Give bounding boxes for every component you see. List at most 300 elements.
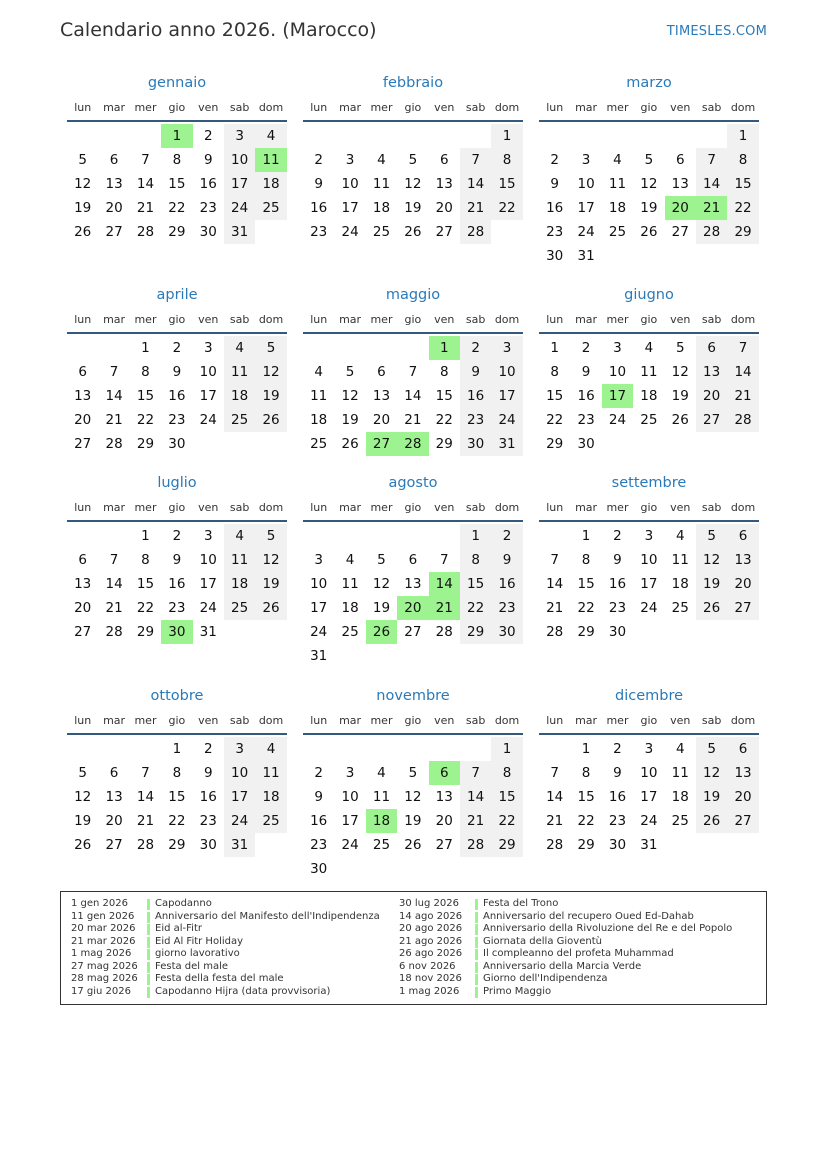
day-cell: 29 bbox=[577, 624, 595, 640]
day-cell: 8 bbox=[172, 765, 182, 781]
legend-row bbox=[389, 948, 732, 961]
day-cell: 19 bbox=[671, 388, 689, 404]
day-cell: 15 bbox=[577, 789, 595, 805]
day-cell: 16 bbox=[608, 789, 627, 805]
day-cell: 3 bbox=[613, 340, 622, 356]
legend-column-right bbox=[389, 898, 732, 998]
weekend-day-cell: 24 bbox=[224, 809, 255, 833]
day-cell: 29 bbox=[136, 436, 155, 452]
weekend-day-cell: 29 bbox=[491, 833, 522, 857]
weekend-day-cell: 19 bbox=[696, 572, 727, 596]
weekend-day-cell: 8 bbox=[491, 761, 522, 785]
weekday-header bbox=[539, 711, 759, 735]
month-name: marzo bbox=[626, 75, 672, 91]
weekday-label: lun bbox=[546, 714, 564, 727]
empty-cell bbox=[460, 124, 491, 148]
day-cell: 23 bbox=[310, 224, 328, 240]
day-cell: 24 bbox=[310, 624, 328, 640]
day-cell: 17 bbox=[640, 789, 658, 805]
empty-cell bbox=[98, 124, 129, 148]
day-cell: 1 bbox=[172, 741, 182, 757]
weekday-label: mar bbox=[103, 714, 126, 727]
day-cell: 29 bbox=[435, 436, 453, 452]
weekend-day-cell: 9 bbox=[491, 548, 522, 572]
weekday-label: lun bbox=[310, 714, 328, 727]
legend-row bbox=[61, 911, 380, 924]
day-cell: 12 bbox=[640, 176, 658, 192]
weekend-day-cell: 23 bbox=[491, 596, 522, 620]
weekday-header bbox=[303, 711, 523, 735]
day-cell: 3 bbox=[644, 741, 654, 757]
day-cell: 4 bbox=[377, 765, 386, 781]
day-cell: 5 bbox=[377, 552, 386, 568]
day-cell: 11 bbox=[671, 765, 689, 781]
day-cell: 2 bbox=[314, 765, 323, 781]
month-name: novembre bbox=[376, 688, 450, 704]
weekday-header bbox=[67, 310, 287, 334]
day-cell: 21 bbox=[546, 600, 564, 616]
month-dicembre bbox=[539, 685, 759, 857]
day-cell: 14 bbox=[404, 388, 422, 404]
weekend-day-cell: 26 bbox=[255, 408, 286, 432]
holiday-name: Festa del male bbox=[155, 960, 229, 972]
weekday-label: ven bbox=[198, 501, 219, 514]
day-cell: 11 bbox=[372, 789, 391, 805]
holiday-date: 1 mag 2026 bbox=[71, 948, 132, 959]
empty-cell bbox=[366, 124, 397, 148]
weekend-day-cell: 28 bbox=[460, 220, 491, 244]
holiday-date: 6 nov 2026 bbox=[399, 960, 456, 972]
holiday-marker bbox=[147, 924, 150, 935]
day-cell: 9 bbox=[203, 152, 213, 168]
weekday-label: sab bbox=[701, 714, 722, 727]
weekend-day-cell: 13 bbox=[727, 761, 758, 785]
weekend-day-cell: 26 bbox=[696, 809, 727, 833]
day-cell: 13 bbox=[105, 789, 123, 805]
day-cell: 23 bbox=[608, 813, 627, 829]
day-cell: 7 bbox=[439, 552, 449, 568]
weekday-label: gio bbox=[404, 101, 422, 114]
empty-cell bbox=[130, 737, 161, 761]
weekend-day-cell: 10 bbox=[491, 360, 522, 384]
holiday-name: Anniversario della Rivoluzione del Re e del Popolo bbox=[483, 923, 733, 934]
empty-cell bbox=[460, 737, 491, 761]
weekend-day-cell: 17 bbox=[224, 785, 255, 809]
holiday-date: 27 mag 2026 bbox=[71, 960, 138, 972]
day-cell: 27 bbox=[435, 837, 453, 853]
weekday-label: ven bbox=[434, 501, 455, 514]
day-cell: 18 bbox=[310, 412, 328, 428]
weekday-label: mer bbox=[370, 714, 393, 727]
weekday-label: gio bbox=[640, 501, 658, 514]
holiday-day-cell: 28 bbox=[397, 432, 428, 456]
day-cell: 26 bbox=[74, 837, 92, 853]
weekday-label: gio bbox=[640, 313, 658, 326]
days-grid bbox=[303, 336, 523, 456]
day-cell: 8 bbox=[581, 552, 591, 568]
day-cell: 10 bbox=[640, 552, 658, 568]
legend-row bbox=[61, 936, 380, 949]
days-grid bbox=[67, 124, 287, 244]
day-cell: 28 bbox=[136, 224, 155, 240]
weekend-day-cell: 6 bbox=[727, 524, 758, 548]
day-cell: 3 bbox=[345, 765, 355, 781]
day-cell: 4 bbox=[675, 741, 685, 757]
day-cell: 10 bbox=[199, 364, 217, 380]
holiday-date: 11 gen 2026 bbox=[71, 910, 135, 922]
day-cell: 30 bbox=[310, 861, 328, 877]
day-cell: 6 bbox=[377, 364, 386, 380]
day-cell: 11 bbox=[608, 176, 627, 192]
holiday-day-cell: 20 bbox=[665, 196, 696, 220]
day-cell: 15 bbox=[136, 388, 155, 404]
weekday-label: gio bbox=[640, 714, 658, 727]
day-cell: 4 bbox=[675, 528, 685, 544]
weekend-day-cell: 27 bbox=[696, 408, 727, 432]
month-settembre bbox=[539, 472, 759, 644]
empty-cell bbox=[665, 124, 696, 148]
day-cell: 12 bbox=[404, 176, 422, 192]
day-cell: 18 bbox=[608, 200, 627, 216]
weekday-label: gio bbox=[404, 501, 422, 514]
holiday-name: Eid Al Fitr Holiday bbox=[155, 935, 244, 947]
weekday-label: ven bbox=[198, 714, 219, 727]
empty-cell bbox=[334, 737, 365, 761]
day-cell: 6 bbox=[109, 765, 119, 781]
day-cell: 20 bbox=[74, 600, 92, 616]
day-cell: 16 bbox=[199, 176, 217, 192]
day-cell: 11 bbox=[640, 364, 658, 380]
weekend-day-cell: 12 bbox=[255, 548, 286, 572]
day-cell: 9 bbox=[172, 364, 182, 380]
weekend-day-cell: 11 bbox=[255, 761, 286, 785]
day-cell: 23 bbox=[577, 412, 595, 428]
weekday-label: mar bbox=[339, 101, 362, 114]
legend-row bbox=[389, 898, 732, 911]
day-cell: 21 bbox=[105, 412, 123, 428]
empty-cell bbox=[696, 124, 727, 148]
day-cell: 12 bbox=[74, 789, 92, 805]
weekend-day-cell: 15 bbox=[727, 172, 758, 196]
day-cell: 1 bbox=[141, 528, 150, 544]
weekday-label: dom bbox=[730, 101, 756, 114]
empty-cell bbox=[98, 737, 129, 761]
day-cell: 2 bbox=[550, 152, 559, 168]
weekday-label: mar bbox=[339, 313, 362, 326]
weekend-day-cell: 26 bbox=[696, 596, 727, 620]
day-cell: 16 bbox=[577, 388, 595, 404]
day-cell: 6 bbox=[78, 364, 87, 380]
weekend-day-cell: 8 bbox=[491, 148, 522, 172]
holiday-day-cell: 11 bbox=[255, 148, 286, 172]
day-cell: 22 bbox=[136, 600, 155, 616]
legend-row bbox=[61, 961, 380, 974]
day-cell: 26 bbox=[671, 412, 689, 428]
holiday-name: Anniversario del recupero Oued Ed-Dahab bbox=[483, 910, 694, 922]
holiday-legend bbox=[60, 891, 767, 1005]
weekday-header bbox=[303, 498, 523, 522]
holiday-date: 26 ago 2026 bbox=[399, 948, 463, 959]
days-grid bbox=[303, 124, 523, 244]
day-cell: 5 bbox=[78, 765, 87, 781]
holiday-date: 28 mag 2026 bbox=[71, 973, 138, 984]
weekend-day-cell: 26 bbox=[255, 596, 286, 620]
weekday-label: sab bbox=[701, 313, 722, 326]
holiday-day-cell: 26 bbox=[366, 620, 397, 644]
legend-row bbox=[389, 911, 732, 924]
day-cell: 12 bbox=[372, 576, 391, 592]
holiday-date: 20 ago 2026 bbox=[399, 923, 463, 934]
weekday-label: mer bbox=[370, 313, 393, 326]
day-cell: 28 bbox=[546, 624, 564, 640]
day-cell: 11 bbox=[310, 388, 328, 404]
weekday-label: mar bbox=[575, 313, 598, 326]
day-cell: 13 bbox=[372, 388, 391, 404]
empty-cell bbox=[429, 124, 460, 148]
day-cell: 5 bbox=[345, 364, 355, 380]
day-cell: 8 bbox=[550, 364, 559, 380]
day-cell: 15 bbox=[577, 576, 595, 592]
day-cell: 22 bbox=[577, 600, 595, 616]
day-cell: 18 bbox=[671, 789, 689, 805]
day-cell: 1 bbox=[581, 741, 591, 757]
holiday-date: 1 gen 2026 bbox=[71, 898, 129, 909]
day-cell: 25 bbox=[671, 813, 689, 829]
weekday-header bbox=[303, 310, 523, 334]
weekday-label: mar bbox=[575, 101, 598, 114]
weekend-day-cell: 5 bbox=[696, 524, 727, 548]
day-cell: 14 bbox=[136, 789, 155, 805]
weekend-day-cell: 19 bbox=[255, 572, 286, 596]
empty-cell bbox=[130, 124, 161, 148]
day-cell: 17 bbox=[341, 813, 359, 829]
weekday-label: mer bbox=[606, 501, 629, 514]
weekend-day-cell: 3 bbox=[224, 737, 255, 761]
weekend-day-cell: 15 bbox=[491, 785, 522, 809]
weekend-day-cell: 14 bbox=[460, 172, 491, 196]
day-cell: 1 bbox=[550, 340, 559, 356]
weekday-label: mar bbox=[103, 313, 126, 326]
holiday-date: 21 mar 2026 bbox=[71, 935, 136, 947]
day-cell: 19 bbox=[640, 200, 658, 216]
empty-cell bbox=[67, 124, 98, 148]
weekday-label: mar bbox=[103, 101, 126, 114]
day-cell: 5 bbox=[675, 340, 685, 356]
day-cell: 6 bbox=[675, 152, 685, 168]
weekend-day-cell: 29 bbox=[460, 620, 491, 644]
weekend-day-cell: 25 bbox=[224, 596, 255, 620]
weekday-label: ven bbox=[198, 101, 219, 114]
day-cell: 4 bbox=[644, 340, 654, 356]
day-cell: 18 bbox=[671, 576, 689, 592]
empty-cell bbox=[67, 737, 98, 761]
weekend-day-cell: 12 bbox=[696, 761, 727, 785]
month-name: dicembre bbox=[614, 688, 684, 704]
holiday-marker bbox=[475, 974, 478, 985]
day-cell: 27 bbox=[671, 224, 689, 240]
day-cell: 25 bbox=[671, 600, 689, 616]
weekend-day-cell: 21 bbox=[460, 196, 491, 220]
weekend-day-cell: 23 bbox=[460, 408, 491, 432]
day-cell: 2 bbox=[613, 528, 622, 544]
empty-cell bbox=[539, 124, 570, 148]
day-cell: 7 bbox=[109, 364, 119, 380]
day-cell: 28 bbox=[136, 837, 155, 853]
day-cell: 6 bbox=[109, 152, 119, 168]
day-cell: 9 bbox=[314, 789, 323, 805]
weekend-day-cell: 10 bbox=[224, 148, 255, 172]
day-cell: 19 bbox=[74, 200, 92, 216]
weekday-label: lun bbox=[310, 313, 328, 326]
empty-cell bbox=[366, 524, 397, 548]
legend-row bbox=[61, 986, 380, 999]
day-cell: 31 bbox=[577, 248, 595, 264]
day-cell: 19 bbox=[404, 200, 422, 216]
days-grid bbox=[539, 524, 759, 644]
holiday-name: Festa del Trono bbox=[483, 898, 559, 909]
day-cell: 20 bbox=[74, 412, 92, 428]
day-cell: 8 bbox=[581, 765, 591, 781]
day-cell: 5 bbox=[78, 152, 87, 168]
day-cell: 24 bbox=[577, 224, 595, 240]
weekday-label: dom bbox=[494, 101, 520, 114]
day-cell: 23 bbox=[608, 600, 627, 616]
day-cell: 12 bbox=[404, 789, 422, 805]
empty-cell bbox=[429, 737, 460, 761]
days-grid bbox=[539, 336, 759, 456]
holiday-name: Capodanno bbox=[155, 898, 212, 909]
weekend-day-cell: 19 bbox=[255, 384, 286, 408]
weekday-label: ven bbox=[670, 101, 691, 114]
weekday-label: sab bbox=[229, 501, 250, 514]
weekday-label: gio bbox=[168, 101, 186, 114]
days-grid bbox=[67, 524, 287, 644]
weekend-day-cell: 1 bbox=[491, 124, 522, 148]
holiday-marker bbox=[147, 899, 150, 910]
holiday-name: Giornata della Gioventù bbox=[483, 935, 602, 947]
day-cell: 4 bbox=[345, 552, 355, 568]
holiday-marker bbox=[147, 912, 150, 923]
day-cell: 27 bbox=[74, 436, 92, 452]
day-cell: 15 bbox=[168, 789, 186, 805]
day-cell: 21 bbox=[136, 813, 155, 829]
holiday-day-cell: 21 bbox=[696, 196, 727, 220]
day-cell: 21 bbox=[105, 600, 123, 616]
day-cell: 1 bbox=[141, 340, 150, 356]
weekday-label: mar bbox=[339, 501, 362, 514]
day-cell: 10 bbox=[577, 176, 595, 192]
holiday-day-cell: 18 bbox=[366, 809, 397, 833]
month-marzo bbox=[539, 72, 759, 268]
day-cell: 28 bbox=[105, 436, 123, 452]
weekend-day-cell: 18 bbox=[255, 785, 286, 809]
day-cell: 19 bbox=[341, 412, 359, 428]
weekday-label: gio bbox=[404, 313, 422, 326]
weekday-label: sab bbox=[701, 101, 722, 114]
weekend-day-cell: 24 bbox=[224, 196, 255, 220]
weekend-day-cell: 4 bbox=[255, 124, 286, 148]
empty-cell bbox=[602, 124, 633, 148]
weekday-header bbox=[539, 310, 759, 334]
day-cell: 2 bbox=[613, 741, 622, 757]
legend-row bbox=[61, 948, 380, 961]
day-cell: 17 bbox=[640, 576, 658, 592]
day-cell: 1 bbox=[581, 528, 591, 544]
weekend-day-cell: 21 bbox=[727, 384, 758, 408]
empty-cell bbox=[397, 737, 428, 761]
day-cell: 23 bbox=[199, 200, 217, 216]
weekend-day-cell: 10 bbox=[224, 761, 255, 785]
day-cell: 30 bbox=[199, 837, 217, 853]
day-cell: 24 bbox=[608, 412, 627, 428]
weekend-day-cell: 30 bbox=[460, 432, 491, 456]
weekday-label: gio bbox=[168, 714, 186, 727]
weekday-header bbox=[67, 711, 287, 735]
holiday-day-cell: 1 bbox=[429, 336, 460, 360]
weekend-day-cell: 8 bbox=[727, 148, 758, 172]
holiday-name: Capodanno Hijra (data provvisoria) bbox=[155, 985, 331, 997]
holiday-date: 1 mag 2026 bbox=[399, 985, 460, 997]
legend-row bbox=[61, 898, 380, 911]
day-cell: 18 bbox=[341, 600, 359, 616]
month-gennaio bbox=[67, 72, 287, 244]
weekday-label: dom bbox=[258, 101, 284, 114]
month-febbraio bbox=[303, 72, 523, 244]
weekend-day-cell: 18 bbox=[224, 572, 255, 596]
empty-cell bbox=[366, 737, 397, 761]
weekday-label: lun bbox=[546, 101, 564, 114]
day-cell: 4 bbox=[314, 364, 323, 380]
day-cell: 7 bbox=[408, 364, 418, 380]
weekend-day-cell: 16 bbox=[491, 572, 522, 596]
day-cell: 20 bbox=[435, 813, 453, 829]
day-cell: 18 bbox=[372, 200, 391, 216]
weekday-label: lun bbox=[74, 501, 92, 514]
day-cell: 19 bbox=[74, 813, 92, 829]
day-cell: 30 bbox=[168, 436, 186, 452]
weekday-label: mar bbox=[103, 501, 126, 514]
weekday-label: mar bbox=[575, 501, 598, 514]
day-cell: 22 bbox=[136, 412, 155, 428]
month-maggio bbox=[303, 284, 523, 456]
day-cell: 13 bbox=[671, 176, 689, 192]
day-cell: 25 bbox=[372, 224, 391, 240]
day-cell: 24 bbox=[199, 600, 217, 616]
weekday-label: lun bbox=[74, 714, 92, 727]
brand-link[interactable]: TIMESLES.COM bbox=[666, 24, 767, 39]
day-cell: 17 bbox=[341, 200, 359, 216]
holiday-day-cell: 1 bbox=[161, 124, 192, 148]
weekday-label: sab bbox=[465, 101, 486, 114]
day-cell: 20 bbox=[372, 412, 391, 428]
weekday-label: ven bbox=[434, 714, 455, 727]
weekday-label: sab bbox=[229, 101, 250, 114]
weekend-day-cell: 27 bbox=[727, 809, 758, 833]
weekend-day-cell: 3 bbox=[224, 124, 255, 148]
day-cell: 17 bbox=[577, 200, 595, 216]
weekend-day-cell: 14 bbox=[727, 360, 758, 384]
day-cell: 3 bbox=[314, 552, 323, 568]
day-cell: 29 bbox=[136, 624, 155, 640]
weekend-day-cell: 7 bbox=[696, 148, 727, 172]
weekend-day-cell: 31 bbox=[224, 220, 255, 244]
days-grid bbox=[67, 737, 287, 857]
weekend-day-cell: 22 bbox=[727, 196, 758, 220]
page-title: Calendario anno 2026. (Marocco) bbox=[60, 19, 377, 41]
weekend-day-cell: 22 bbox=[460, 596, 491, 620]
day-cell: 22 bbox=[546, 412, 564, 428]
day-cell: 8 bbox=[439, 364, 449, 380]
